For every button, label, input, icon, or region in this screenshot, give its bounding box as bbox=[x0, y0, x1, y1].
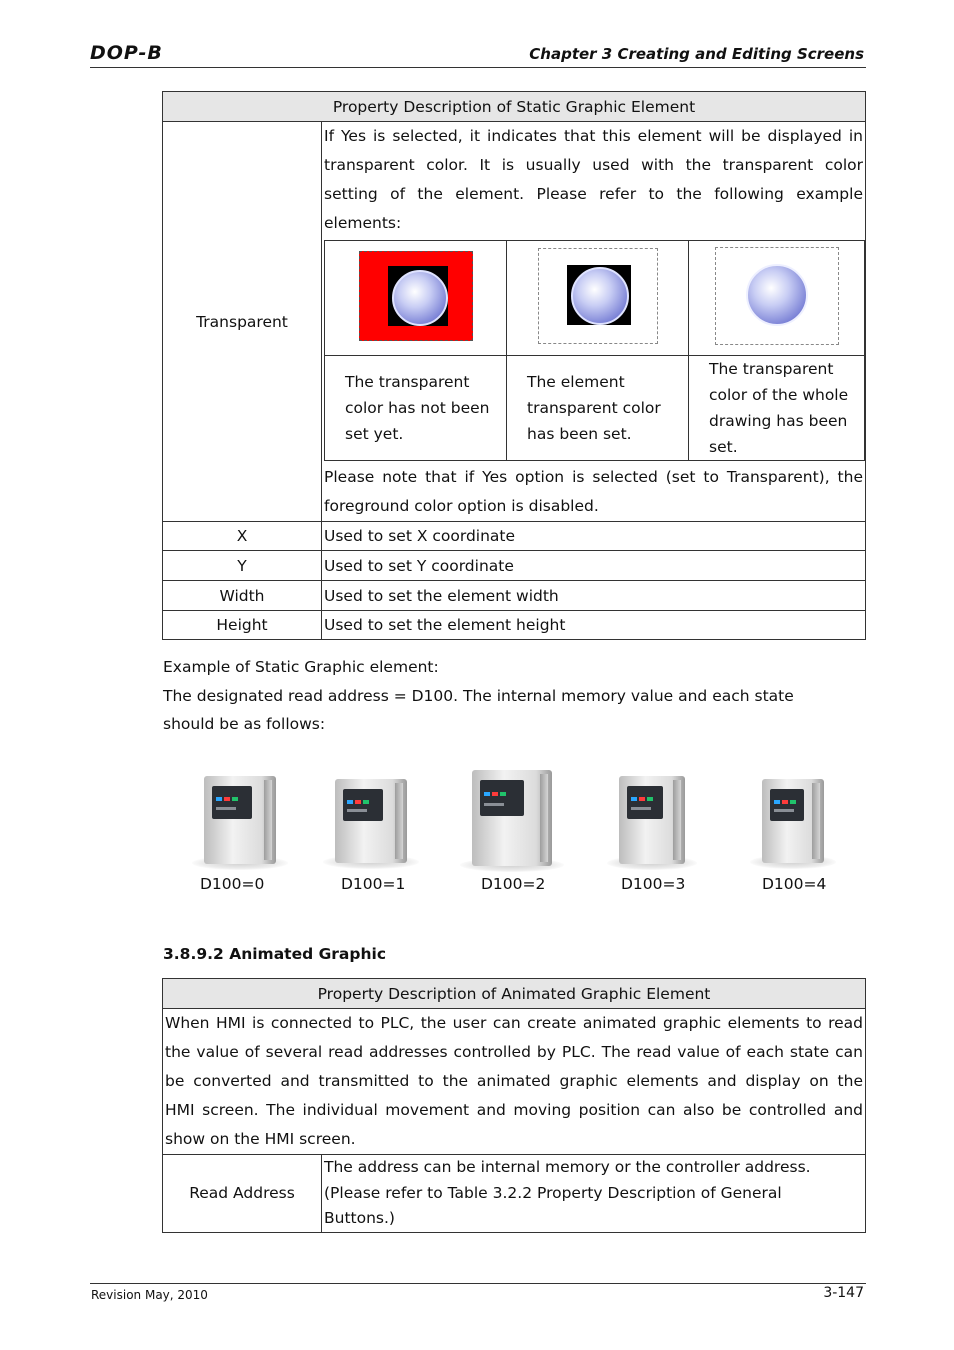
transparent-example-table bbox=[324, 240, 865, 461]
header-rule bbox=[90, 67, 866, 68]
transparent-desc-line: transparent color. It is usually used with the transparent color bbox=[324, 156, 863, 174]
caption-line: transparent color bbox=[527, 399, 661, 417]
example-text: should be as follows: bbox=[163, 715, 326, 733]
state-label: D100=0 bbox=[200, 875, 265, 893]
example-caption bbox=[689, 356, 865, 461]
read-address-label: Read Address bbox=[163, 1155, 322, 1233]
caption-line: has been set. bbox=[527, 425, 632, 443]
read-address-line: The address can be internal memory or the controller address. bbox=[324, 1158, 811, 1176]
brand-logo: DOP-B bbox=[90, 42, 163, 64]
caption-line: The transparent bbox=[709, 360, 834, 378]
row-label-x: X bbox=[163, 522, 322, 551]
caption-line: color has not been bbox=[345, 399, 490, 417]
animated-graphic-table bbox=[162, 978, 866, 1233]
transparent-desc-line: setting of the element. Please refer to the following example bbox=[324, 185, 863, 203]
row-desc-height: Used to set the element height bbox=[322, 611, 866, 640]
read-address-line: (Please refer to Table 3.2.2 Property Description of General bbox=[324, 1183, 782, 1202]
caption-line: drawing has been bbox=[709, 412, 848, 430]
footer-rule bbox=[90, 1283, 866, 1284]
static-graphic-table bbox=[162, 91, 866, 640]
transparent-note-line: foreground color option is disabled. bbox=[324, 497, 599, 515]
caption-line: The element bbox=[527, 373, 625, 391]
transparent-desc-cell bbox=[322, 122, 866, 522]
row-label-width: Width bbox=[163, 581, 322, 611]
example-caption bbox=[325, 356, 507, 461]
example-image-cell bbox=[507, 241, 689, 356]
example-image-clear bbox=[715, 247, 839, 345]
animated-desc-line: show on the HMI screen. bbox=[165, 1130, 356, 1148]
row-label-height: Height bbox=[163, 611, 322, 640]
transparent-desc-line: elements: bbox=[324, 214, 402, 232]
state-label: D100=2 bbox=[481, 875, 546, 893]
transparent-label: Transparent bbox=[163, 122, 322, 522]
state-label: D100=1 bbox=[341, 875, 406, 893]
state-label: D100=4 bbox=[762, 875, 827, 893]
state-label: D100=3 bbox=[621, 875, 686, 893]
example-image-black bbox=[538, 248, 658, 344]
drive-state-image bbox=[335, 779, 407, 863]
footer-revision: Revision May, 2010 bbox=[91, 1288, 208, 1302]
caption-line: color of the whole bbox=[709, 386, 849, 404]
drive-state-image bbox=[619, 776, 685, 864]
caption-line: set yet. bbox=[345, 425, 404, 443]
example-image-red bbox=[359, 251, 473, 341]
example-text: The designated read address = D100. The internal memory value and each state bbox=[163, 687, 794, 705]
example-caption bbox=[507, 356, 689, 461]
caption-line: The transparent bbox=[345, 373, 470, 391]
drive-state-image bbox=[472, 770, 552, 866]
read-address-line: Buttons.) bbox=[324, 1209, 395, 1227]
row-desc-width: Used to set the element width bbox=[322, 581, 866, 611]
example-image-cell bbox=[689, 241, 865, 356]
row-desc-y: Used to set Y coordinate bbox=[322, 551, 866, 581]
animated-desc-line: When HMI is connected to PLC, the user can create animated graphic elements to read bbox=[165, 1014, 863, 1032]
read-address-desc bbox=[322, 1155, 866, 1233]
row-desc-x: Used to set X coordinate bbox=[322, 522, 866, 551]
transparent-note-line: Please note that if Yes option is selected (set to Transparent), the bbox=[324, 468, 863, 486]
static-table-title: Property Description of Static Graphic Element bbox=[163, 92, 866, 122]
animated-desc-line: HMI screen. The individual movement and moving position can also be controlled and bbox=[165, 1101, 863, 1119]
animated-desc-line: be converted and transmitted to the animated graphic elements and display on the bbox=[165, 1072, 863, 1090]
drive-state-image bbox=[762, 779, 824, 863]
animated-desc-line: the value of several read addresses controlled by PLC. The read value of each state can bbox=[165, 1043, 863, 1061]
page-number: 3-147 bbox=[823, 1285, 864, 1301]
drive-state-image bbox=[204, 776, 276, 864]
transparent-desc-line: If Yes is selected, it indicates that this element will be displayed in bbox=[324, 127, 863, 145]
animated-description bbox=[163, 1009, 866, 1155]
row-label-y: Y bbox=[163, 551, 322, 581]
caption-line: set. bbox=[709, 438, 738, 456]
animated-table-title: Property Description of Animated Graphic Element bbox=[163, 979, 866, 1009]
example-image-cell bbox=[325, 241, 507, 356]
section-heading: 3.8.9.2 Animated Graphic bbox=[163, 945, 387, 963]
chapter-title: Chapter 3 Creating and Editing Screens bbox=[529, 45, 864, 63]
example-intro: Example of Static Graphic element: bbox=[163, 658, 439, 676]
